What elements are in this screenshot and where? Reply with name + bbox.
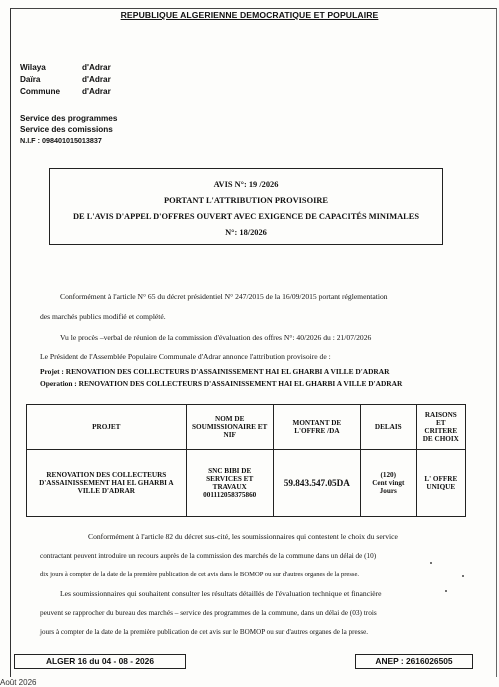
scan-speck [462, 575, 464, 577]
avis-reference: N°: 18/2026 [225, 228, 267, 237]
admin-value: d'Adrar [82, 63, 111, 72]
republic-header: REPUBLIQUE ALGERIENNE DEMOCRATIQUE ET POPULAIRE [120, 10, 379, 20]
closing-paragraph-1-line-1: Conformément à l'article 82 du décret sus-cité, les soumissionnaires qui contestent le choix du service [88, 532, 398, 541]
cell-montant: 59.843.547.05DA [273, 450, 360, 517]
operation-line [40, 379, 402, 389]
projet-value: RENOVATION DES COLLECTEURS D'ASSAINISSEMENT HAI EL GHARBI A VILLE D'ADRAR [65, 367, 390, 376]
cell-raison: L' OFFRE UNIQUE [416, 450, 465, 517]
avis-description: DE L'AVIS D'APPEL D'OFFRES OUVERT AVEC EXIGENCE DE CAPACITÉS MINIMALES [72, 212, 419, 221]
header-raisons: RAISONS ET CRITERE DE CHOIX [416, 405, 465, 450]
cell-soumissionnaire [186, 450, 273, 517]
projet-line [40, 367, 389, 377]
admin-label: Commune [20, 87, 61, 96]
body-paragraph-1-line-2: des marchés publics modifié et complété. [40, 312, 166, 321]
header-soumissionnaire: NOM DE SOUMISSIONAIRE ET NIF [186, 405, 273, 450]
scan-speck [445, 590, 447, 592]
table-row [27, 450, 466, 517]
body-paragraph-3: Le Président de l'Assemblée Populaire Communale d'Adrar annonce l'attribution provisoire de : [40, 352, 331, 361]
scan-speck [430, 562, 432, 564]
cropped-residue-text: Août 2026 [0, 678, 37, 687]
footer-anep-box: ANEP : 2616026505 [355, 654, 473, 669]
avis-title-box [49, 168, 443, 245]
footer-date-box: ALGER 16 du 04 - 08 - 2026 [14, 654, 186, 669]
admin-row-commune [20, 86, 111, 98]
delais-text: Cent vingt Jours [372, 479, 405, 495]
header-montant: MONTANT DE L'OFFRE /DA [273, 405, 360, 450]
admin-value: d'Adrar [82, 87, 111, 96]
delais-number: (120) [380, 471, 397, 479]
avis-number: AVIS N°: 19 /2026 [213, 180, 279, 189]
soumissionnaire-name: SNC BIBI DE SERVICES ET TRAVAUX [206, 467, 254, 491]
service-comissions: Service des comissions [20, 125, 113, 134]
closing-paragraph-2-line-2: peuvent se rapprocher du bureau des marchés – service des programmes de la commune, dans un délai de (03) trois [40, 608, 377, 617]
operation-label: Operation : [40, 379, 77, 388]
table-header-row [27, 405, 466, 450]
cell-projet: RENOVATION DES COLLECTEURS D'ASSAINISSEMENT HAI EL GHARBI A VILLE D'ADRAR [27, 450, 187, 517]
avis-subtitle: PORTANT L'ATTRIBUTION PROVISOIRE [164, 196, 328, 205]
body-paragraph-2: Vu le procès –verbal de réunion de la commission d'évaluation des offres N°: 40/2026 du : 21/07/2026 [60, 333, 372, 342]
cell-delais [360, 450, 416, 517]
services-block [20, 113, 117, 146]
header-projet: PROJET [27, 405, 187, 450]
admin-row-wilaya [20, 62, 111, 74]
closing-paragraph-2-line-3: jours à compter de la date de la première publication de cet avis sur le BOMOP ou sur d'autres organes de la presse. [40, 628, 369, 636]
nif-number: N.I.F : 098401015013837 [20, 136, 102, 145]
closing-paragraph-1-line-3: dix jours à compter de la date de la première publication de cet avis dans le BOMOP ou sur d'autres organes de la presse. [40, 571, 360, 578]
body-paragraph-1-line-1: Conformément à l'article N° 65 du décret présidentiel N° 247/2015 de la 16/09/2015 portant réglementation [60, 292, 388, 301]
projet-label: Projet : [40, 367, 64, 376]
closing-paragraph-2-line-1: Les soumissionnaires qui souhaitent consulter les résultats détaillés de l'évaluation technique et financière [60, 589, 382, 598]
attribution-table [26, 404, 466, 517]
admin-row-daira [20, 74, 111, 86]
operation-value: RENOVATION DES COLLECTEURS D'ASSAINISSEMENT HAI EL GHARBI A VILLE D'ADRAR [78, 379, 403, 388]
admin-label: Daïra [20, 75, 41, 84]
header-delais: DELAIS [360, 405, 416, 450]
closing-paragraph-1-line-2: contractant peuvent introduire un recours auprès de la commission des marchés de la commune dans un délai de (10) [40, 552, 377, 560]
admin-label: Wilaya [20, 63, 46, 72]
administration-block [20, 62, 111, 98]
soumissionnaire-nif: 001112058375860 [203, 491, 257, 499]
admin-value: d'Adrar [82, 75, 111, 84]
service-programmes: Service des programmes [20, 114, 118, 123]
